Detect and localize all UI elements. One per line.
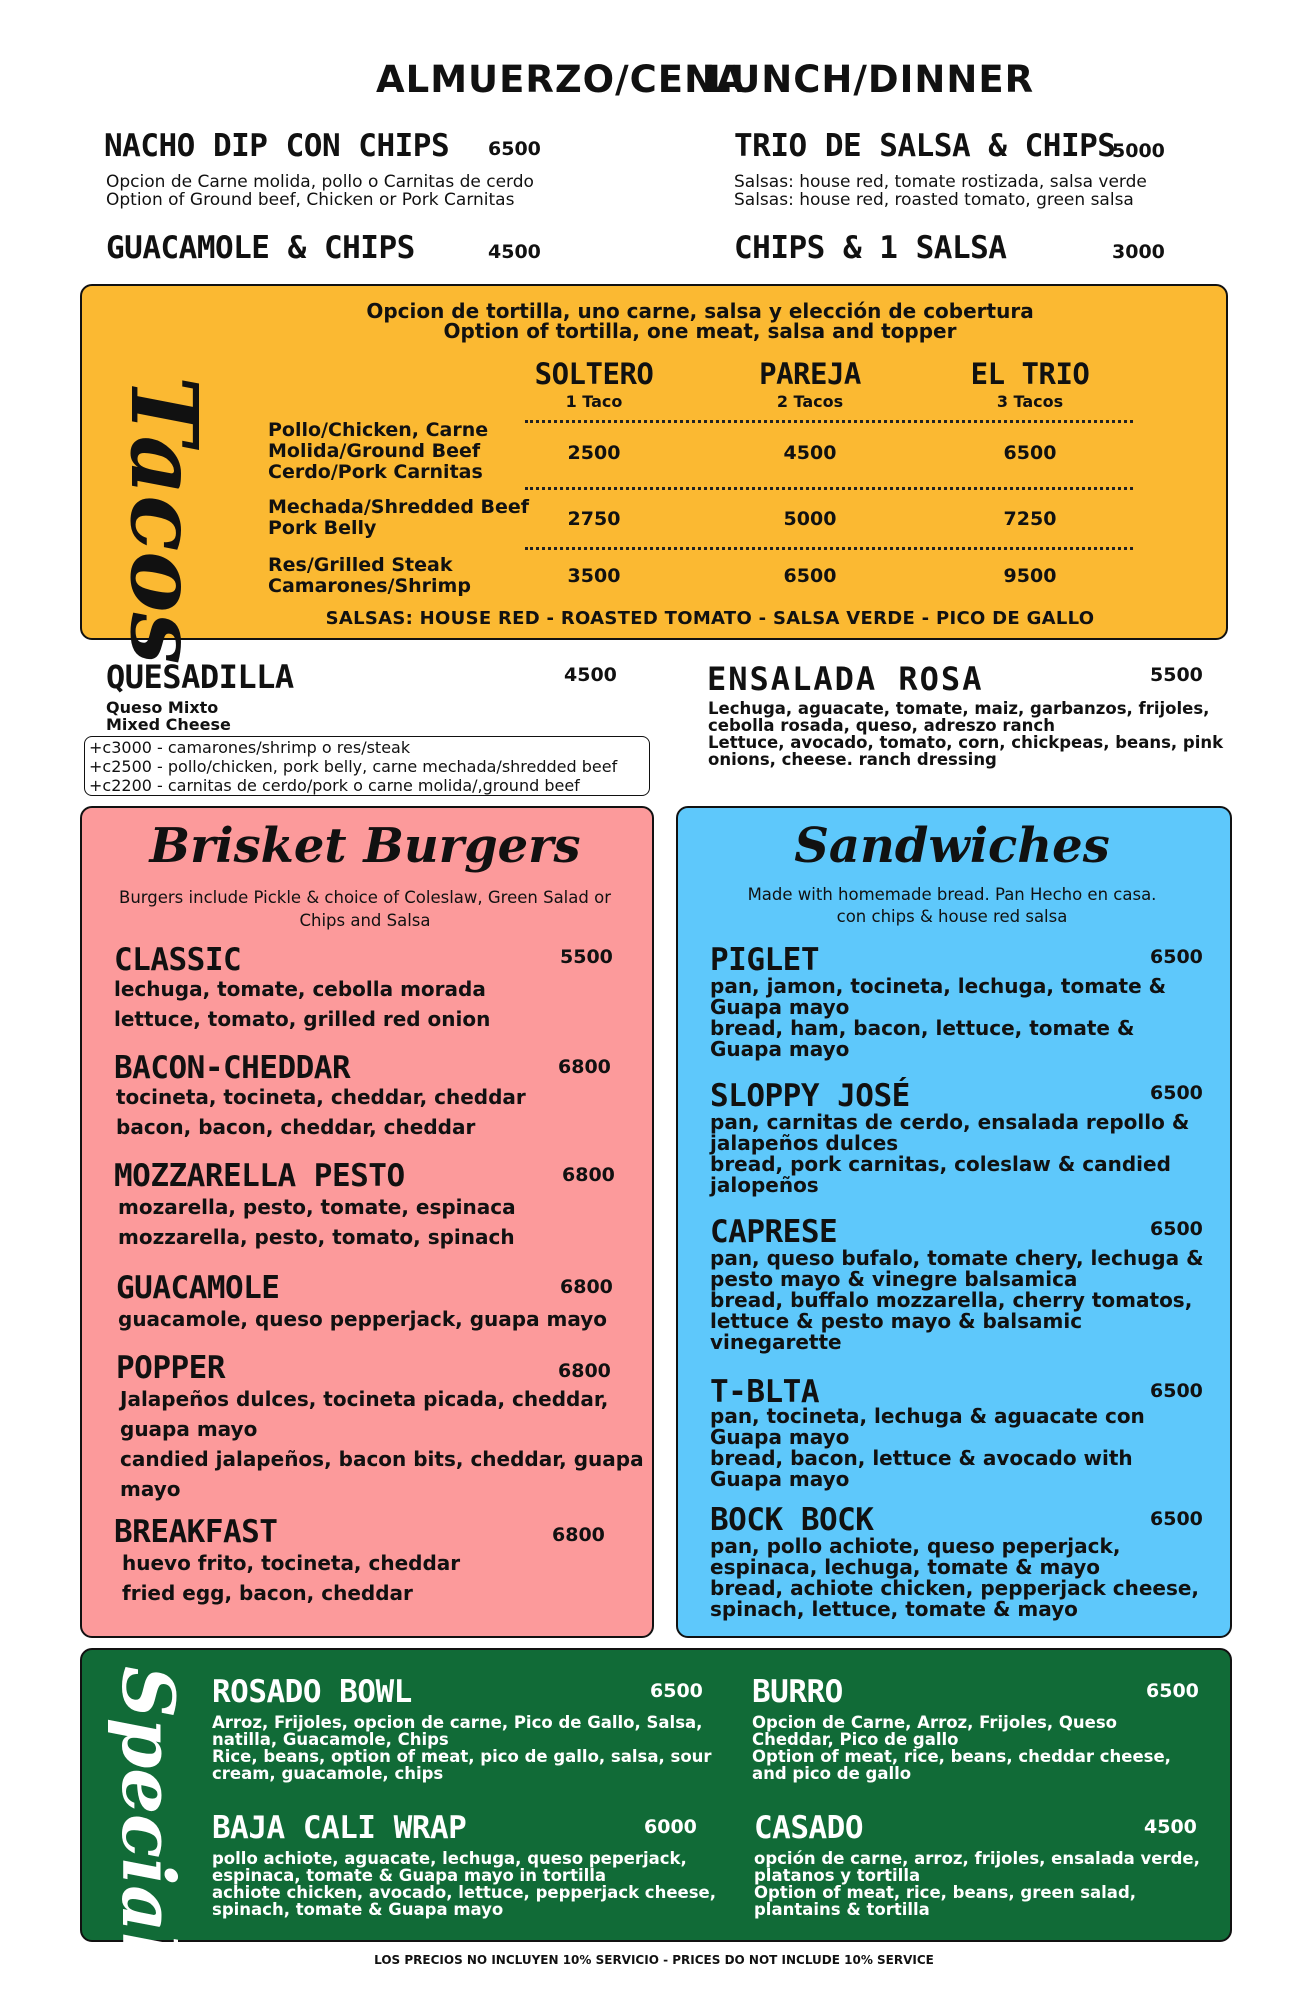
price-r2-pareja: 5000 <box>783 508 837 530</box>
divider <box>525 487 1133 490</box>
guacamole-chips-price: 4500 <box>488 241 541 263</box>
row-label-line: Pollo/Chicken, Carne <box>268 419 489 441</box>
trio-salsa-price: 5000 <box>1112 140 1165 162</box>
nacho-dip-name: NACHO DIP CON CHIPS <box>104 128 450 164</box>
burger-popper-price: 6800 <box>558 1360 611 1382</box>
desc-line: lechuga, tomate, cebolla morada <box>114 977 486 1001</box>
tacos-title: Tacos <box>110 376 218 665</box>
burger-bacon-price: 6800 <box>558 1056 611 1078</box>
desc-line: bacon, bacon, cheddar, cheddar <box>116 1115 476 1139</box>
col-eltrio-sub: 3 Tacos <box>996 392 1064 411</box>
desc-line: Rice, beans, option of meat, pico de gallo, salsa, sour <box>212 1747 712 1766</box>
quesadilla-addons <box>84 736 650 796</box>
sandwich-piglet-desc <box>710 976 1166 1060</box>
special-casado-name: CASADO <box>754 1810 863 1846</box>
sandwich-tblta-name: T-BLTA <box>710 1374 819 1410</box>
desc-line: lettuce, tomato, grilled red onion <box>114 1007 491 1031</box>
burger-classic-name: CLASSIC <box>114 942 242 978</box>
quesadilla-name: QUESADILLA <box>106 658 294 696</box>
row-label-line: Cerdo/Pork Carnitas <box>268 461 483 483</box>
desc-line: and pico de gallo <box>752 1764 912 1783</box>
desc-line: mozzarella, pesto, tomato, spinach <box>118 1225 515 1249</box>
desc-line: onions, cheese. ranch dressing <box>708 750 997 769</box>
row-label-line: Molida/Ground Beef <box>268 440 481 462</box>
desc-line: mayo <box>120 1477 181 1501</box>
desc-line: cream, guacamole, chips <box>212 1764 444 1783</box>
desc-line: vinegarette <box>710 1330 842 1354</box>
burger-breakfast-desc <box>122 1548 460 1608</box>
desc-line: spinach, lettuce, tomate & mayo <box>710 1597 1078 1621</box>
ensalada-name: ENSALADA ROSA <box>707 660 984 698</box>
burger-mozzarella-desc <box>118 1192 516 1252</box>
burger-bacon-desc <box>116 1082 526 1142</box>
price-r1-soltero: 2500 <box>567 442 621 464</box>
sandwich-tblta-desc <box>710 1406 1145 1490</box>
desc-line: Guapa mayo <box>710 995 850 1019</box>
special-casado-desc <box>754 1850 1200 1918</box>
desc-line: pan, carnitas de cerdo, ensalada repollo & <box>710 1110 1190 1134</box>
burger-popper-desc <box>120 1384 644 1504</box>
desc-line: candied jalapeños, bacon bits, cheddar, guapa <box>120 1447 644 1471</box>
special-burro-desc <box>752 1714 1171 1782</box>
desc-line: bread, pork carnitas, coleslaw & candied <box>710 1152 1171 1176</box>
burgers-intro <box>80 886 650 932</box>
desc-line: Queso Mixto <box>106 698 219 717</box>
burger-guacamole-name: GUACAMOLE <box>116 1270 280 1306</box>
trio-salsa-name: TRIO DE SALSA & CHIPS <box>734 128 1116 164</box>
burgers-title: Brisket Burgers <box>149 818 581 874</box>
row-label-line: Camarones/Shrimp <box>268 575 471 597</box>
footer-note: LOS PRECIOS NO INCLUYEN 10% SERVICIO - PRICES DO NOT INCLUDE 10% SERVICE <box>374 1953 934 1967</box>
special-casado-price: 4500 <box>1144 1816 1197 1838</box>
col-soltero-sub: 1 Taco <box>565 392 623 411</box>
burger-popper-name: POPPER <box>116 1350 225 1386</box>
row-label-line: Pork Belly <box>268 517 377 539</box>
burger-breakfast-name: BREAKFAST <box>114 1514 278 1550</box>
desc-line: pan, queso bufalo, tomate chery, lechuga & <box>710 1246 1204 1270</box>
desc-line: lettuce & pesto mayo & balsamic <box>710 1309 1083 1333</box>
trio-salsa-desc-en: Salsas: house red, roasted tomato, green salsa <box>734 190 1134 210</box>
trio-salsa-desc-es: Salsas: house red, tomate rostizada, salsa verde <box>734 172 1147 192</box>
nacho-dip-desc-es: Opcion de Carne molida, pollo o Carnitas de cerdo <box>106 172 534 192</box>
desc-line: natilla, Guacamole, Chips <box>212 1730 449 1749</box>
taco-row-3-label <box>268 555 471 597</box>
price-r2-soltero: 2750 <box>567 508 621 530</box>
desc-line: pan, jamon, tocineta, lechuga, tomate & <box>710 974 1167 998</box>
desc-line: Option of meat, rice, beans, cheddar cheese, <box>752 1747 1171 1766</box>
title-spanish: ALMUERZO/CENA <box>376 58 746 101</box>
burger-classic-price: 5500 <box>560 946 613 968</box>
price-r1-eltrio: 6500 <box>1003 442 1057 464</box>
desc-line: platanos y tortilla <box>754 1866 921 1885</box>
sandwich-caprese-desc <box>710 1248 1204 1353</box>
sandwich-piglet-price: 6500 <box>1150 946 1203 968</box>
sandwich-caprese-name: CAPRESE <box>710 1214 838 1250</box>
desc-line: pan, pollo achiote, queso peperjack, <box>710 1534 1121 1558</box>
nacho-dip-price: 6500 <box>488 138 541 160</box>
sandwich-bockbock-price: 6500 <box>1150 1508 1203 1530</box>
col-pareja-sub: 2 Tacos <box>776 392 844 411</box>
special-baja-price: 6000 <box>644 1816 697 1838</box>
desc-line: espinaca, tomate & Guapa mayo in tortilla <box>212 1866 607 1885</box>
sandwiches-title: Sandwiches <box>794 818 1110 874</box>
desc-line: espinaca, lechuga, tomate & mayo <box>710 1555 1101 1579</box>
desc-line: guapa mayo <box>120 1417 258 1441</box>
desc-line: bread, achiote chicken, pepperjack cheese, <box>710 1576 1200 1600</box>
desc-line: Lechuga, aguacate, tomate, maiz, garbanzos, frijoles, <box>708 699 1210 718</box>
taco-row-1-label <box>268 420 488 483</box>
desc-line: pollo achiote, aguacate, lechuga, queso peperjack, <box>212 1849 687 1868</box>
tacos-intro-es: Opcion de tortilla, uno carne, salsa y elección de cobertura <box>366 299 1034 323</box>
sandwich-bockbock-desc <box>710 1536 1199 1620</box>
sandwich-piglet-name: PIGLET <box>710 942 819 978</box>
special-rosado-name: ROSADO BOWL <box>212 1674 412 1710</box>
divider <box>525 547 1133 550</box>
desc-line: tocineta, tocineta, cheddar, cheddar <box>116 1085 526 1109</box>
addon-line: +c2200 - carnitas de cerdo/pork o carne molida/,ground beef <box>89 776 580 795</box>
nacho-dip-desc-en: Option of Ground beef, Chicken or Pork Carnitas <box>106 190 515 210</box>
title-english: LUNCH/DINNER <box>707 58 1035 101</box>
desc-line: plantains & tortilla <box>754 1900 930 1919</box>
burger-breakfast-price: 6800 <box>552 1524 605 1546</box>
special-rosado-desc <box>212 1714 712 1782</box>
desc-line: jalopeños <box>710 1173 819 1197</box>
quesadilla-price: 4500 <box>564 664 617 686</box>
price-r3-pareja: 6500 <box>783 565 837 587</box>
desc-line: jalapeños dulces <box>710 1131 899 1155</box>
salsas-line: SALSAS: HOUSE RED - ROASTED TOMATO - SALSA VERDE - PICO DE GALLO <box>325 608 1095 629</box>
burger-classic-desc <box>114 974 490 1034</box>
desc-line: Option of meat, rice, beans, green salad, <box>754 1883 1137 1902</box>
desc-line: pesto mayo & vinegre balsamica <box>710 1267 1078 1291</box>
desc-line: bread, buffalo mozzarella, cherry tomatos, <box>710 1288 1193 1312</box>
price-r2-eltrio: 7250 <box>1003 508 1057 530</box>
desc-line: Arroz, Frijoles, opcion de carne, Pico de Gallo, Salsa, <box>212 1713 703 1732</box>
desc-line: Jalapeños dulces, tocineta picada, cheddar, <box>120 1387 609 1411</box>
burger-mozzarella-price: 6800 <box>562 1164 615 1186</box>
desc-line: spinach, tomate & Guapa mayo <box>212 1900 504 1919</box>
desc-line: Mixed Cheese <box>106 715 231 734</box>
sandwich-sloppy-price: 6500 <box>1150 1082 1203 1104</box>
burger-guacamole-desc <box>118 1304 607 1334</box>
col-soltero: SOLTERO <box>534 357 654 391</box>
special-baja-name: BAJA CALI WRAP <box>212 1810 467 1846</box>
ensalada-desc <box>708 700 1223 768</box>
desc-line: Guapa mayo <box>710 1037 850 1061</box>
desc-line: cebolla rosada, queso, adreszo ranch <box>708 716 1055 735</box>
desc-line: Guapa mayo <box>710 1425 850 1449</box>
sandwich-bockbock-name: BOCK BOCK <box>710 1502 874 1538</box>
intro-line: Made with homemade bread. Pan Hecho en casa. <box>747 885 1157 904</box>
desc-line: fried egg, bacon, cheddar <box>122 1581 413 1605</box>
special-burro-price: 6500 <box>1146 1680 1199 1702</box>
ensalada-price: 5500 <box>1150 664 1203 686</box>
col-pareja: PAREJA <box>759 357 861 391</box>
taco-row-2-label <box>268 497 529 539</box>
specials-title-wrap <box>88 1660 208 2000</box>
intro-line: Burgers include Pickle & choice of Coleslaw, Green Salad or <box>119 888 611 907</box>
desc-line: huevo frito, tocineta, cheddar <box>122 1551 461 1575</box>
intro-line: con chips & house red salsa <box>836 907 1068 926</box>
col-eltrio: EL TRIO <box>970 357 1090 391</box>
row-label-line: Res/Grilled Steak <box>268 554 453 576</box>
price-r3-eltrio: 9500 <box>1003 565 1057 587</box>
row-label-line: Mechada/Shredded Beef <box>268 496 530 518</box>
burger-mozzarella-name: MOZZARELLA PESTO <box>114 1158 405 1194</box>
desc-line: Guapa mayo <box>710 1467 850 1491</box>
addon-line: +c3000 - camarones/shrimp o res/steak <box>89 738 411 757</box>
sandwich-sloppy-name: SLOPPY JOSÉ <box>710 1078 910 1114</box>
burger-guacamole-price: 6800 <box>560 1276 613 1298</box>
special-rosado-price: 6500 <box>650 1680 703 1702</box>
chips-salsa-name: CHIPS & 1 SALSA <box>734 230 1007 266</box>
quesadilla-desc <box>106 699 231 733</box>
sandwich-sloppy-desc <box>710 1112 1189 1196</box>
tacos-title-wrap <box>84 360 244 665</box>
desc-line: bread, ham, bacon, lettuce, tomate & <box>710 1016 1135 1040</box>
chips-salsa-price: 3000 <box>1112 241 1165 263</box>
special-baja-desc <box>212 1850 716 1918</box>
desc-line: opción de carne, arroz, frijoles, ensalada verde, <box>754 1849 1200 1868</box>
desc-line: Opcion de Carne, Arroz, Frijoles, Queso <box>752 1713 1117 1732</box>
desc-line: mozarella, pesto, tomate, espinaca <box>118 1195 516 1219</box>
special-burro-name: BURRO <box>752 1674 843 1710</box>
desc-line: bread, bacon, lettuce & avocado with <box>710 1446 1133 1470</box>
desc-line: Lettuce, avocado, tomato, corn, chickpeas, beans, pink <box>708 733 1224 752</box>
price-r1-pareja: 4500 <box>783 442 837 464</box>
sandwich-caprese-price: 6500 <box>1150 1218 1203 1240</box>
desc-line: Cheddar, Pico de gallo <box>752 1730 959 1749</box>
desc-line: guacamole, queso pepperjack, guapa mayo <box>118 1307 608 1331</box>
intro-line: Chips and Salsa <box>299 911 431 930</box>
divider <box>525 420 1133 423</box>
desc-line: pan, tocineta, lechuga & aguacate con <box>710 1404 1145 1428</box>
specials-title: Specials <box>106 1666 191 2000</box>
burger-bacon-name: BACON-CHEDDAR <box>114 1050 351 1086</box>
tacos-intro-en: Option of tortilla, one meat, salsa and topper <box>443 319 957 343</box>
sandwiches-intro <box>676 884 1228 928</box>
price-r3-soltero: 3500 <box>567 565 621 587</box>
guacamole-chips-name: GUACAMOLE & CHIPS <box>106 230 415 266</box>
sandwich-tblta-price: 6500 <box>1150 1380 1203 1402</box>
desc-line: achiote chicken, avocado, lettuce, pepperjack cheese, <box>212 1883 716 1902</box>
addon-line: +c2500 - pollo/chicken, pork belly, carne mechada/shredded beef <box>89 757 618 776</box>
